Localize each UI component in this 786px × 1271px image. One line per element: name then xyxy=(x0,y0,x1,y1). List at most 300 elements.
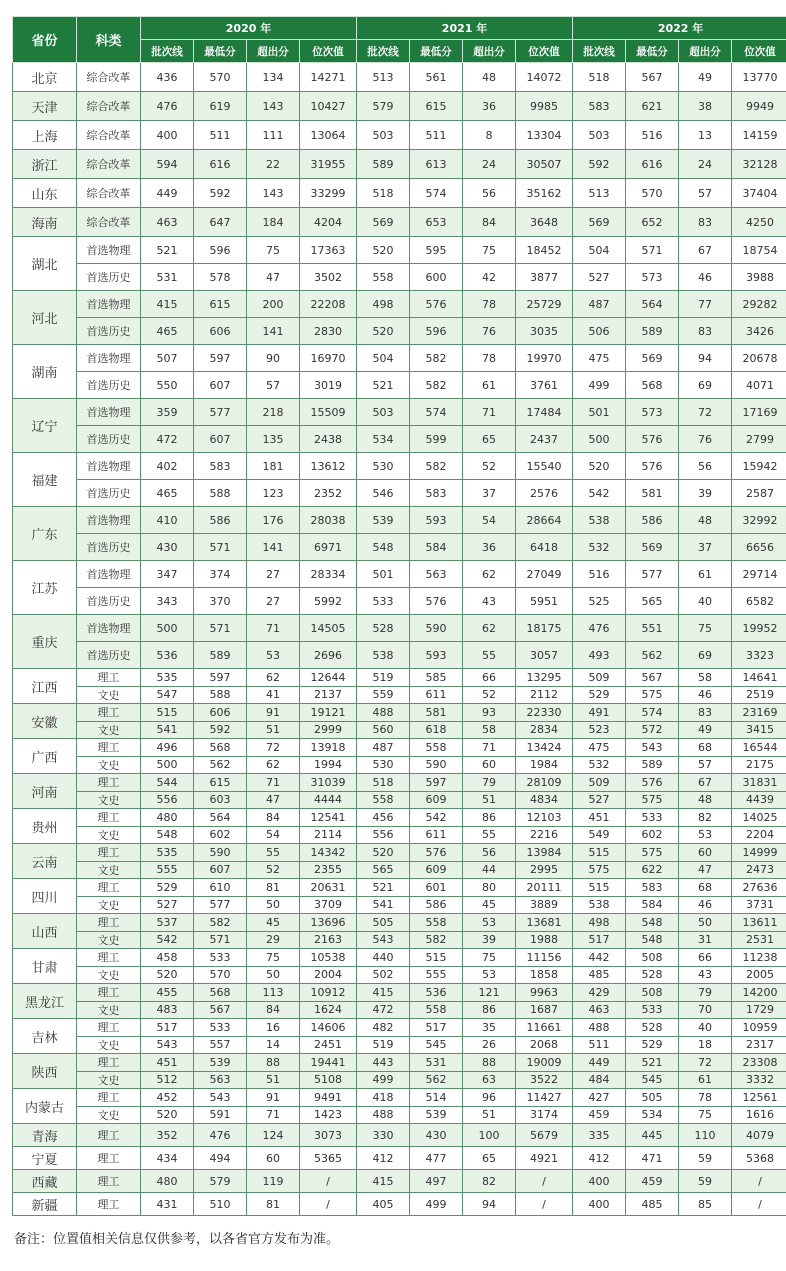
value-cell: 400 xyxy=(573,1193,626,1216)
value-cell: 60 xyxy=(463,756,516,774)
value-cell: 22330 xyxy=(516,704,573,722)
value-cell: 181 xyxy=(247,453,300,480)
value-cell: 57 xyxy=(679,179,732,208)
value-cell: 8 xyxy=(463,121,516,150)
value-cell: / xyxy=(732,1193,786,1216)
value-cell: 574 xyxy=(626,704,679,722)
value-cell: 560 xyxy=(357,721,410,739)
value-cell: 48 xyxy=(463,63,516,92)
value-cell: 472 xyxy=(357,1001,410,1019)
category-cell: 首选物理 xyxy=(77,399,141,426)
value-cell: 459 xyxy=(626,1170,679,1193)
table-row xyxy=(13,179,786,208)
value-cell: 456 xyxy=(357,809,410,827)
value-cell: 575 xyxy=(573,861,626,879)
value-cell: 445 xyxy=(626,1124,679,1147)
value-cell: 501 xyxy=(357,561,410,588)
value-cell: 562 xyxy=(626,642,679,669)
value-cell: 510 xyxy=(194,1193,247,1216)
value-cell: 415 xyxy=(141,291,194,318)
value-cell: 16544 xyxy=(732,739,786,757)
value-cell: 96 xyxy=(463,1089,516,1107)
value-cell: 616 xyxy=(626,150,679,179)
table-row xyxy=(13,1036,786,1054)
value-cell: 52 xyxy=(463,686,516,704)
value-cell: 93 xyxy=(463,704,516,722)
province-cell: 重庆 xyxy=(13,615,77,669)
value-cell: 505 xyxy=(626,1089,679,1107)
value-cell: 75 xyxy=(463,237,516,264)
category-cell: 首选物理 xyxy=(77,237,141,264)
value-cell: 485 xyxy=(573,966,626,984)
value-cell: 134 xyxy=(247,63,300,92)
value-cell: 511 xyxy=(194,121,247,150)
value-cell: 66 xyxy=(679,949,732,967)
value-cell: 556 xyxy=(357,826,410,844)
category-cell: 综合改革 xyxy=(77,208,141,237)
value-cell: 77 xyxy=(679,291,732,318)
value-cell: 75 xyxy=(247,949,300,967)
value-cell: 521 xyxy=(141,237,194,264)
value-cell: 16970 xyxy=(300,345,357,372)
value-cell: 596 xyxy=(194,237,247,264)
province-cell: 河北 xyxy=(13,291,77,345)
value-cell: 615 xyxy=(194,291,247,318)
value-cell: 46 xyxy=(679,686,732,704)
value-cell: 458 xyxy=(141,949,194,967)
value-cell: 59 xyxy=(679,1147,732,1170)
value-cell: 2163 xyxy=(300,931,357,949)
value-cell: 529 xyxy=(141,879,194,897)
value-cell: 563 xyxy=(194,1071,247,1089)
value-cell: 567 xyxy=(626,63,679,92)
category-cell: 理工 xyxy=(77,984,141,1002)
value-cell: 75 xyxy=(679,1106,732,1124)
value-cell: 25729 xyxy=(516,291,573,318)
value-cell: 558 xyxy=(410,1001,463,1019)
value-cell: 452 xyxy=(141,1089,194,1107)
value-cell: 652 xyxy=(626,208,679,237)
value-cell: 516 xyxy=(573,561,626,588)
value-cell: 29714 xyxy=(732,561,786,588)
value-cell: 53 xyxy=(247,642,300,669)
table-row xyxy=(13,480,786,507)
province-cell: 江苏 xyxy=(13,561,77,615)
value-cell: 14505 xyxy=(300,615,357,642)
value-cell: 503 xyxy=(573,121,626,150)
category-cell: 文史 xyxy=(77,826,141,844)
value-cell: 519 xyxy=(357,1036,410,1054)
value-cell: 535 xyxy=(141,844,194,862)
value-cell: 6656 xyxy=(732,534,786,561)
value-cell: 513 xyxy=(573,179,626,208)
value-cell: 555 xyxy=(410,966,463,984)
value-cell: 33299 xyxy=(300,179,357,208)
value-cell: 5679 xyxy=(516,1124,573,1147)
value-cell: 2355 xyxy=(300,861,357,879)
header-min-score: 最低分 xyxy=(194,40,247,63)
value-cell: 577 xyxy=(626,561,679,588)
value-cell: 50 xyxy=(247,966,300,984)
value-cell: 500 xyxy=(141,615,194,642)
category-cell: 首选物理 xyxy=(77,507,141,534)
table-row xyxy=(13,774,786,792)
value-cell: 565 xyxy=(357,861,410,879)
value-cell: 83 xyxy=(679,318,732,345)
province-cell: 江西 xyxy=(13,669,77,704)
header-min-score: 最低分 xyxy=(410,40,463,63)
table-header xyxy=(13,17,786,63)
category-cell: 理工 xyxy=(77,774,141,792)
value-cell: 13770 xyxy=(732,63,786,92)
province-cell: 新疆 xyxy=(13,1193,77,1216)
value-cell: 124 xyxy=(247,1124,300,1147)
table-row xyxy=(13,896,786,914)
value-cell: 37404 xyxy=(732,179,786,208)
value-cell: 427 xyxy=(573,1089,626,1107)
value-cell: 1616 xyxy=(732,1106,786,1124)
province-cell: 西藏 xyxy=(13,1170,77,1193)
value-cell: 5365 xyxy=(300,1147,357,1170)
value-cell: 56 xyxy=(463,179,516,208)
value-cell: 51 xyxy=(463,1106,516,1124)
value-cell: 57 xyxy=(679,756,732,774)
value-cell: 6582 xyxy=(732,588,786,615)
value-cell: 622 xyxy=(626,861,679,879)
value-cell: 548 xyxy=(357,534,410,561)
value-cell: 583 xyxy=(194,453,247,480)
table-row xyxy=(13,809,786,827)
value-cell: 588 xyxy=(194,480,247,507)
value-cell: 606 xyxy=(194,704,247,722)
value-cell: 70 xyxy=(679,1001,732,1019)
value-cell: 586 xyxy=(194,507,247,534)
category-cell: 首选历史 xyxy=(77,264,141,291)
value-cell: 2437 xyxy=(516,426,573,453)
value-cell: 1423 xyxy=(300,1106,357,1124)
value-cell: 576 xyxy=(410,291,463,318)
value-cell: 45 xyxy=(463,896,516,914)
value-cell: 9949 xyxy=(732,92,786,121)
value-cell: 611 xyxy=(410,686,463,704)
value-cell: 2352 xyxy=(300,480,357,507)
value-cell: 503 xyxy=(357,121,410,150)
value-cell: 2317 xyxy=(732,1036,786,1054)
value-cell: 18 xyxy=(679,1036,732,1054)
value-cell: 455 xyxy=(141,984,194,1002)
value-cell: 43 xyxy=(463,588,516,615)
table-row xyxy=(13,966,786,984)
value-cell: 405 xyxy=(357,1193,410,1216)
value-cell: 86 xyxy=(463,809,516,827)
value-cell: 14 xyxy=(247,1036,300,1054)
value-cell: 2068 xyxy=(516,1036,573,1054)
value-cell: 530 xyxy=(357,756,410,774)
value-cell: 502 xyxy=(357,966,410,984)
value-cell: 13 xyxy=(679,121,732,150)
table-row xyxy=(13,1170,786,1193)
category-cell: 首选物理 xyxy=(77,615,141,642)
table-row xyxy=(13,121,786,150)
value-cell: 562 xyxy=(410,1071,463,1089)
value-cell: 400 xyxy=(141,121,194,150)
value-cell: 488 xyxy=(573,1019,626,1037)
value-cell: 601 xyxy=(410,879,463,897)
value-cell: 515 xyxy=(141,704,194,722)
value-cell: 48 xyxy=(679,791,732,809)
category-cell: 文史 xyxy=(77,1001,141,1019)
value-cell: 58 xyxy=(679,669,732,687)
value-cell: 31039 xyxy=(300,774,357,792)
category-cell: 文史 xyxy=(77,966,141,984)
value-cell: 82 xyxy=(679,809,732,827)
header-excess: 超出分 xyxy=(679,40,732,63)
value-cell: 542 xyxy=(410,809,463,827)
value-cell: 443 xyxy=(357,1054,410,1072)
value-cell: 596 xyxy=(410,318,463,345)
value-cell: 4834 xyxy=(516,791,573,809)
value-cell: 520 xyxy=(141,1106,194,1124)
province-cell: 甘肃 xyxy=(13,949,77,984)
value-cell: 37 xyxy=(679,534,732,561)
value-cell: 26 xyxy=(463,1036,516,1054)
table-row xyxy=(13,826,786,844)
value-cell: 71 xyxy=(463,399,516,426)
value-cell: 10538 xyxy=(300,949,357,967)
value-cell: 335 xyxy=(573,1124,626,1147)
value-cell: 488 xyxy=(357,704,410,722)
category-cell: 理工 xyxy=(77,669,141,687)
value-cell: 13918 xyxy=(300,739,357,757)
value-cell: 54 xyxy=(247,826,300,844)
value-cell: 2112 xyxy=(516,686,573,704)
value-cell: 508 xyxy=(626,984,679,1002)
category-cell: 文史 xyxy=(77,896,141,914)
table-row xyxy=(13,721,786,739)
value-cell: 607 xyxy=(194,861,247,879)
value-cell: 3731 xyxy=(732,896,786,914)
value-cell: 573 xyxy=(626,264,679,291)
value-cell: 592 xyxy=(194,179,247,208)
value-cell: 544 xyxy=(141,774,194,792)
value-cell: 2834 xyxy=(516,721,573,739)
value-cell: 550 xyxy=(141,372,194,399)
value-cell: 579 xyxy=(357,92,410,121)
value-cell: 558 xyxy=(357,264,410,291)
table-row xyxy=(13,92,786,121)
category-cell: 文史 xyxy=(77,1036,141,1054)
value-cell: 590 xyxy=(194,844,247,862)
value-cell: 431 xyxy=(141,1193,194,1216)
value-cell: 647 xyxy=(194,208,247,237)
footnote: 备注：位置值相关信息仅供参考，以各省官方发布为准。 xyxy=(14,1232,340,1247)
value-cell: 493 xyxy=(573,642,626,669)
value-cell: 583 xyxy=(573,92,626,121)
table-row xyxy=(13,844,786,862)
value-cell: 28664 xyxy=(516,507,573,534)
table-row xyxy=(13,949,786,967)
value-cell: 68 xyxy=(679,739,732,757)
province-cell: 四川 xyxy=(13,879,77,914)
value-cell: 518 xyxy=(573,63,626,92)
value-cell: 539 xyxy=(410,1106,463,1124)
value-cell: 56 xyxy=(463,844,516,862)
value-cell: 574 xyxy=(410,179,463,208)
value-cell: 513 xyxy=(357,63,410,92)
value-cell: 9491 xyxy=(300,1089,357,1107)
value-cell: 60 xyxy=(247,1147,300,1170)
value-cell: 176 xyxy=(247,507,300,534)
value-cell: 609 xyxy=(410,791,463,809)
value-cell: 3648 xyxy=(516,208,573,237)
province-cell: 湖北 xyxy=(13,237,77,291)
table-row xyxy=(13,615,786,642)
value-cell: 12561 xyxy=(732,1089,786,1107)
value-cell: 49 xyxy=(679,63,732,92)
value-cell: 43 xyxy=(679,966,732,984)
value-cell: 618 xyxy=(410,721,463,739)
value-cell: 475 xyxy=(573,345,626,372)
value-cell: 3877 xyxy=(516,264,573,291)
value-cell: 590 xyxy=(410,615,463,642)
value-cell: 533 xyxy=(194,949,247,967)
value-cell: 18754 xyxy=(732,237,786,264)
value-cell: 621 xyxy=(626,92,679,121)
value-cell: 472 xyxy=(141,426,194,453)
value-cell: 602 xyxy=(194,826,247,844)
value-cell: 65 xyxy=(463,426,516,453)
header-batch-line: 批次线 xyxy=(141,40,194,63)
header-excess: 超出分 xyxy=(463,40,516,63)
value-cell: 10912 xyxy=(300,984,357,1002)
table-row xyxy=(13,1147,786,1170)
value-cell: 2995 xyxy=(516,861,573,879)
category-cell: 文史 xyxy=(77,931,141,949)
category-cell: 理工 xyxy=(77,1147,141,1170)
value-cell: 520 xyxy=(357,844,410,862)
value-cell: 442 xyxy=(573,949,626,967)
value-cell: 527 xyxy=(141,896,194,914)
value-cell: 88 xyxy=(463,1054,516,1072)
value-cell: 501 xyxy=(573,399,626,426)
value-cell: 2799 xyxy=(732,426,786,453)
province-cell: 河南 xyxy=(13,774,77,809)
value-cell: 573 xyxy=(626,399,679,426)
value-cell: 575 xyxy=(626,791,679,809)
value-cell: 430 xyxy=(410,1124,463,1147)
value-cell: 48 xyxy=(679,507,732,534)
value-cell: 67 xyxy=(679,237,732,264)
value-cell: 28334 xyxy=(300,561,357,588)
value-cell: 497 xyxy=(410,1170,463,1193)
value-cell: 79 xyxy=(463,774,516,792)
value-cell: 488 xyxy=(357,1106,410,1124)
value-cell: 94 xyxy=(463,1193,516,1216)
value-cell: 511 xyxy=(410,121,463,150)
category-cell: 综合改革 xyxy=(77,150,141,179)
value-cell: 531 xyxy=(410,1054,463,1072)
table-row xyxy=(13,426,786,453)
value-cell: 516 xyxy=(626,121,679,150)
value-cell: 487 xyxy=(357,739,410,757)
province-cell: 北京 xyxy=(13,63,77,92)
value-cell: 567 xyxy=(194,1001,247,1019)
value-cell: 20631 xyxy=(300,879,357,897)
province-cell: 天津 xyxy=(13,92,77,121)
value-cell: 451 xyxy=(141,1054,194,1072)
value-cell: 50 xyxy=(679,914,732,932)
value-cell: 583 xyxy=(626,879,679,897)
value-cell: 80 xyxy=(463,879,516,897)
value-cell: 534 xyxy=(357,426,410,453)
value-cell: 1687 xyxy=(516,1001,573,1019)
category-cell: 文史 xyxy=(77,791,141,809)
value-cell: 78 xyxy=(463,345,516,372)
category-cell: 文史 xyxy=(77,756,141,774)
value-cell: 71 xyxy=(247,1106,300,1124)
value-cell: 576 xyxy=(626,453,679,480)
value-cell: 558 xyxy=(410,739,463,757)
value-cell: 23308 xyxy=(732,1054,786,1072)
value-cell: 575 xyxy=(626,686,679,704)
value-cell: 65 xyxy=(463,1147,516,1170)
value-cell: 53 xyxy=(463,914,516,932)
value-cell: 475 xyxy=(573,739,626,757)
value-cell: 536 xyxy=(141,642,194,669)
value-cell: 576 xyxy=(626,774,679,792)
value-cell: 113 xyxy=(247,984,300,1002)
value-cell: 567 xyxy=(626,669,679,687)
value-cell: 551 xyxy=(626,615,679,642)
value-cell: 68 xyxy=(679,879,732,897)
value-cell: 55 xyxy=(463,642,516,669)
value-cell: 75 xyxy=(679,615,732,642)
province-cell: 福建 xyxy=(13,453,77,507)
value-cell: 539 xyxy=(357,507,410,534)
province-cell: 黑龙江 xyxy=(13,984,77,1019)
value-cell: 449 xyxy=(573,1054,626,1072)
value-cell: 47 xyxy=(247,264,300,291)
value-cell: 13681 xyxy=(516,914,573,932)
value-cell: 12103 xyxy=(516,809,573,827)
value-cell: 498 xyxy=(573,914,626,932)
value-cell: 27636 xyxy=(732,879,786,897)
value-cell: 11238 xyxy=(732,949,786,967)
category-cell: 首选历史 xyxy=(77,534,141,561)
value-cell: 593 xyxy=(410,507,463,534)
value-cell: 543 xyxy=(141,1036,194,1054)
value-cell: 2005 xyxy=(732,966,786,984)
value-cell: 19441 xyxy=(300,1054,357,1072)
value-cell: 13304 xyxy=(516,121,573,150)
value-cell: 517 xyxy=(410,1019,463,1037)
value-cell: 517 xyxy=(141,1019,194,1037)
value-cell: 52 xyxy=(463,453,516,480)
value-cell: 583 xyxy=(410,480,463,507)
value-cell: 359 xyxy=(141,399,194,426)
value-cell: 412 xyxy=(357,1147,410,1170)
value-cell: 47 xyxy=(679,861,732,879)
value-cell: 606 xyxy=(194,318,247,345)
value-cell: 79 xyxy=(679,984,732,1002)
value-cell: 18452 xyxy=(516,237,573,264)
value-cell: 500 xyxy=(573,426,626,453)
value-cell: 31831 xyxy=(732,774,786,792)
value-cell: 23169 xyxy=(732,704,786,722)
value-cell: 592 xyxy=(194,721,247,739)
category-cell: 理工 xyxy=(77,1193,141,1216)
value-cell: 509 xyxy=(573,669,626,687)
